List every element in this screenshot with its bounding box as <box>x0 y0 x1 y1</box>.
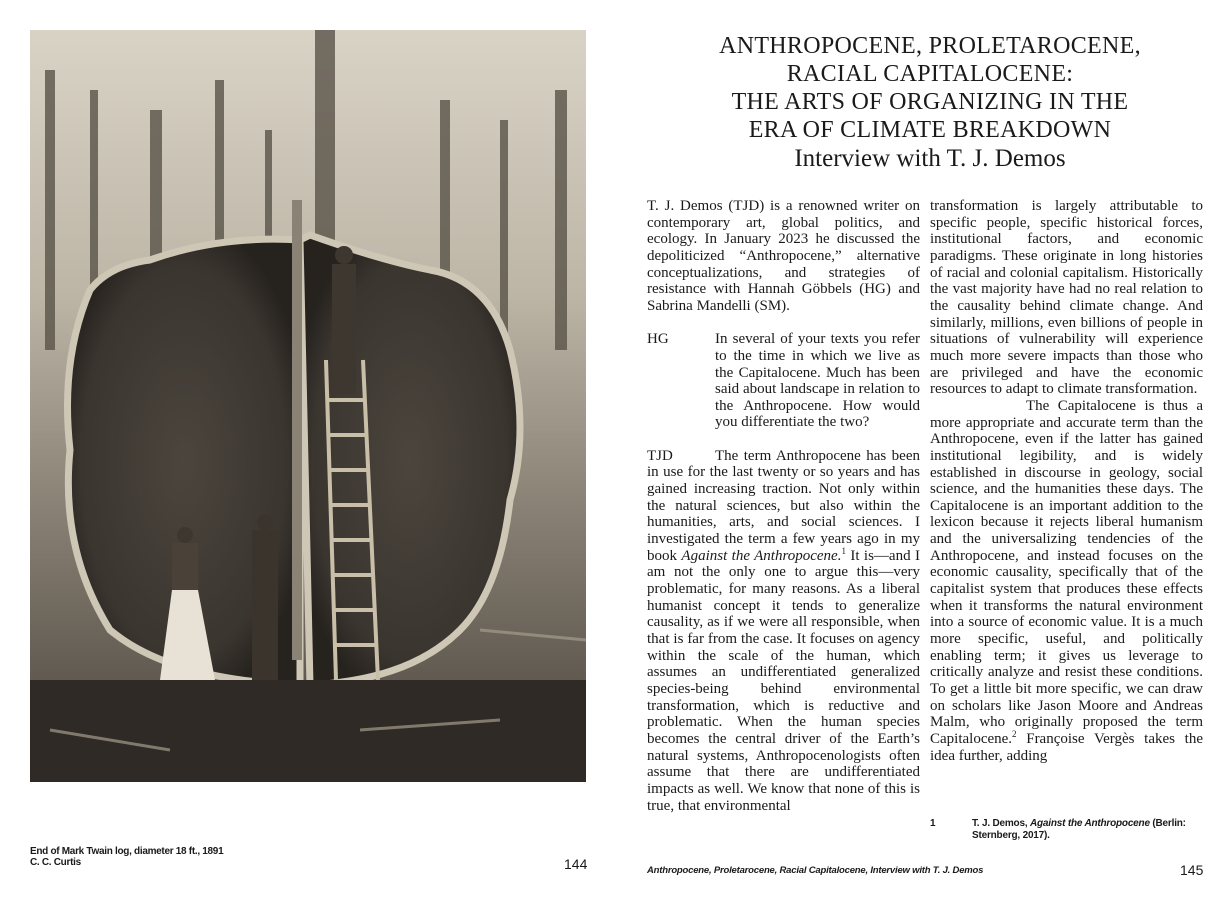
speaker-label: TJD <box>647 447 673 464</box>
answer-text: Françoise Vergès takes the idea further, adding <box>930 731 1203 764</box>
running-footer: Anthropocene, Proletarocene, Racial Capitalocene, Interview with T. J. Demos <box>647 865 984 876</box>
question-text: In several of your texts you refer to the time in which we live as the Capitalocene. Much has been said about landscape in relation to the Anthropocene. How would you differentiate the two? <box>715 331 920 431</box>
answer-tjd <box>647 448 920 814</box>
title-line: RACIAL CAPITALOCENE: <box>786 61 1074 87</box>
footnote-text <box>972 818 1203 842</box>
text-column-1 <box>647 198 920 814</box>
answer-paragraph-2 <box>930 398 1203 764</box>
footnote-ref[interactable]: 1 <box>841 545 846 556</box>
book-title: Against the Anthropocene. <box>681 547 842 564</box>
caption-photographer: C. C. Curtis <box>30 857 81 868</box>
intro-paragraph: T. J. Demos (TJD) is a renowned writer on contemporary art, global politics, and ecology. In January 2023 he discussed the depoliticized “Anthropocene,” alternative conceptualizations, and strategies of resistance with Hannah Göbbels (HG) and Sabrina Mandelli (SM). <box>647 198 920 314</box>
footnote-book-title: Against the Anthropocene <box>1029 818 1150 829</box>
speaker-label: HG <box>647 331 669 348</box>
article-subtitle: Interview with T. J. Demos <box>794 145 1066 172</box>
footnote-author: T. J. Demos, <box>972 818 1030 829</box>
page-number-left: 144 <box>564 856 588 872</box>
footnote-ref[interactable]: 2 <box>1012 729 1017 739</box>
title-line: ANTHROPOCENE, PROLETAROCENE, <box>719 33 1141 59</box>
text-column-2 <box>930 198 1203 764</box>
page-number-right: 145 <box>1180 862 1204 878</box>
title-line: THE ARTS OF ORGANIZING IN THE <box>731 89 1129 115</box>
answer-text: It is—and I am not the only one to argue this—very problematic, for many reasons. As a liberal humanist concept it tends to generalize causality, as if we were all responsible, when that is far from the case. It focuses on agency within the scale of the human, which assumes an undifferentiated generalized species-being behind environmental transformation, which is reductive and problematic. When the human species becomes the central driver of the Earth’s natural systems, Anthropocenologists often assume that there are undifferentiated impacts as well. We know that none of this is true, that environmental <box>647 547 920 814</box>
footnote-1 <box>930 818 1203 842</box>
article-title <box>630 32 1230 174</box>
answer-text: The Capitalocene is thus a more appropriate and accurate term than the Anthropocene, even if the latter has gained institutional legibility, and is widely established in discourse in geology, social science, and the humanities these days. The Capitalocene is an important addition to the lexicon because it rejects liberal humanism and the universalizing tendencies of the Anthropocene, and instead focuses on the economic causality, specifically that of the capitalist system that produces these effects when it transforms the natural environment into a source of economic value. It is a much more specific, useful, and politically enabling term; it gives us leverage to critically analyze and resist these conditions. To get a little bit more specific, we can draw on scholars like Jason Moore and Andreas Malm, who originally proposed the term Capitalocene. <box>930 397 1203 747</box>
photo-caption <box>30 846 223 868</box>
footnote-number: 1 <box>930 818 936 829</box>
caption-title: End of Mark Twain log, diameter 18 ft., 1891 <box>30 846 224 857</box>
sequoia-log-photograph <box>30 30 586 782</box>
question-hg <box>647 331 920 431</box>
footnote-publication: (Berlin: Sternberg, 2017). <box>972 818 1186 841</box>
title-line: ERA OF CLIMATE BREAKDOWN <box>748 117 1112 143</box>
answer-text: The term Anthropocene has been in use for the last twenty or so years and has gained increasing traction. Not only within the natural sciences, but also within the humanities, arts, and social sciences. I investigated the term a few years ago in my book <box>647 447 920 564</box>
answer-continuation: transformation is largely attributable to specific people, specific historical forces, institutional factors, and economic paradigms. These originate in long histories of racial and colonial capitalism. Historically the vast majority have had no real relation to the causality behind climate change. And similarly, millions, even billions of people in situations of vulnerability will experience much more severe impacts than those who are privileged and have the economic resources to adapt to climate transformation. <box>930 198 1203 398</box>
